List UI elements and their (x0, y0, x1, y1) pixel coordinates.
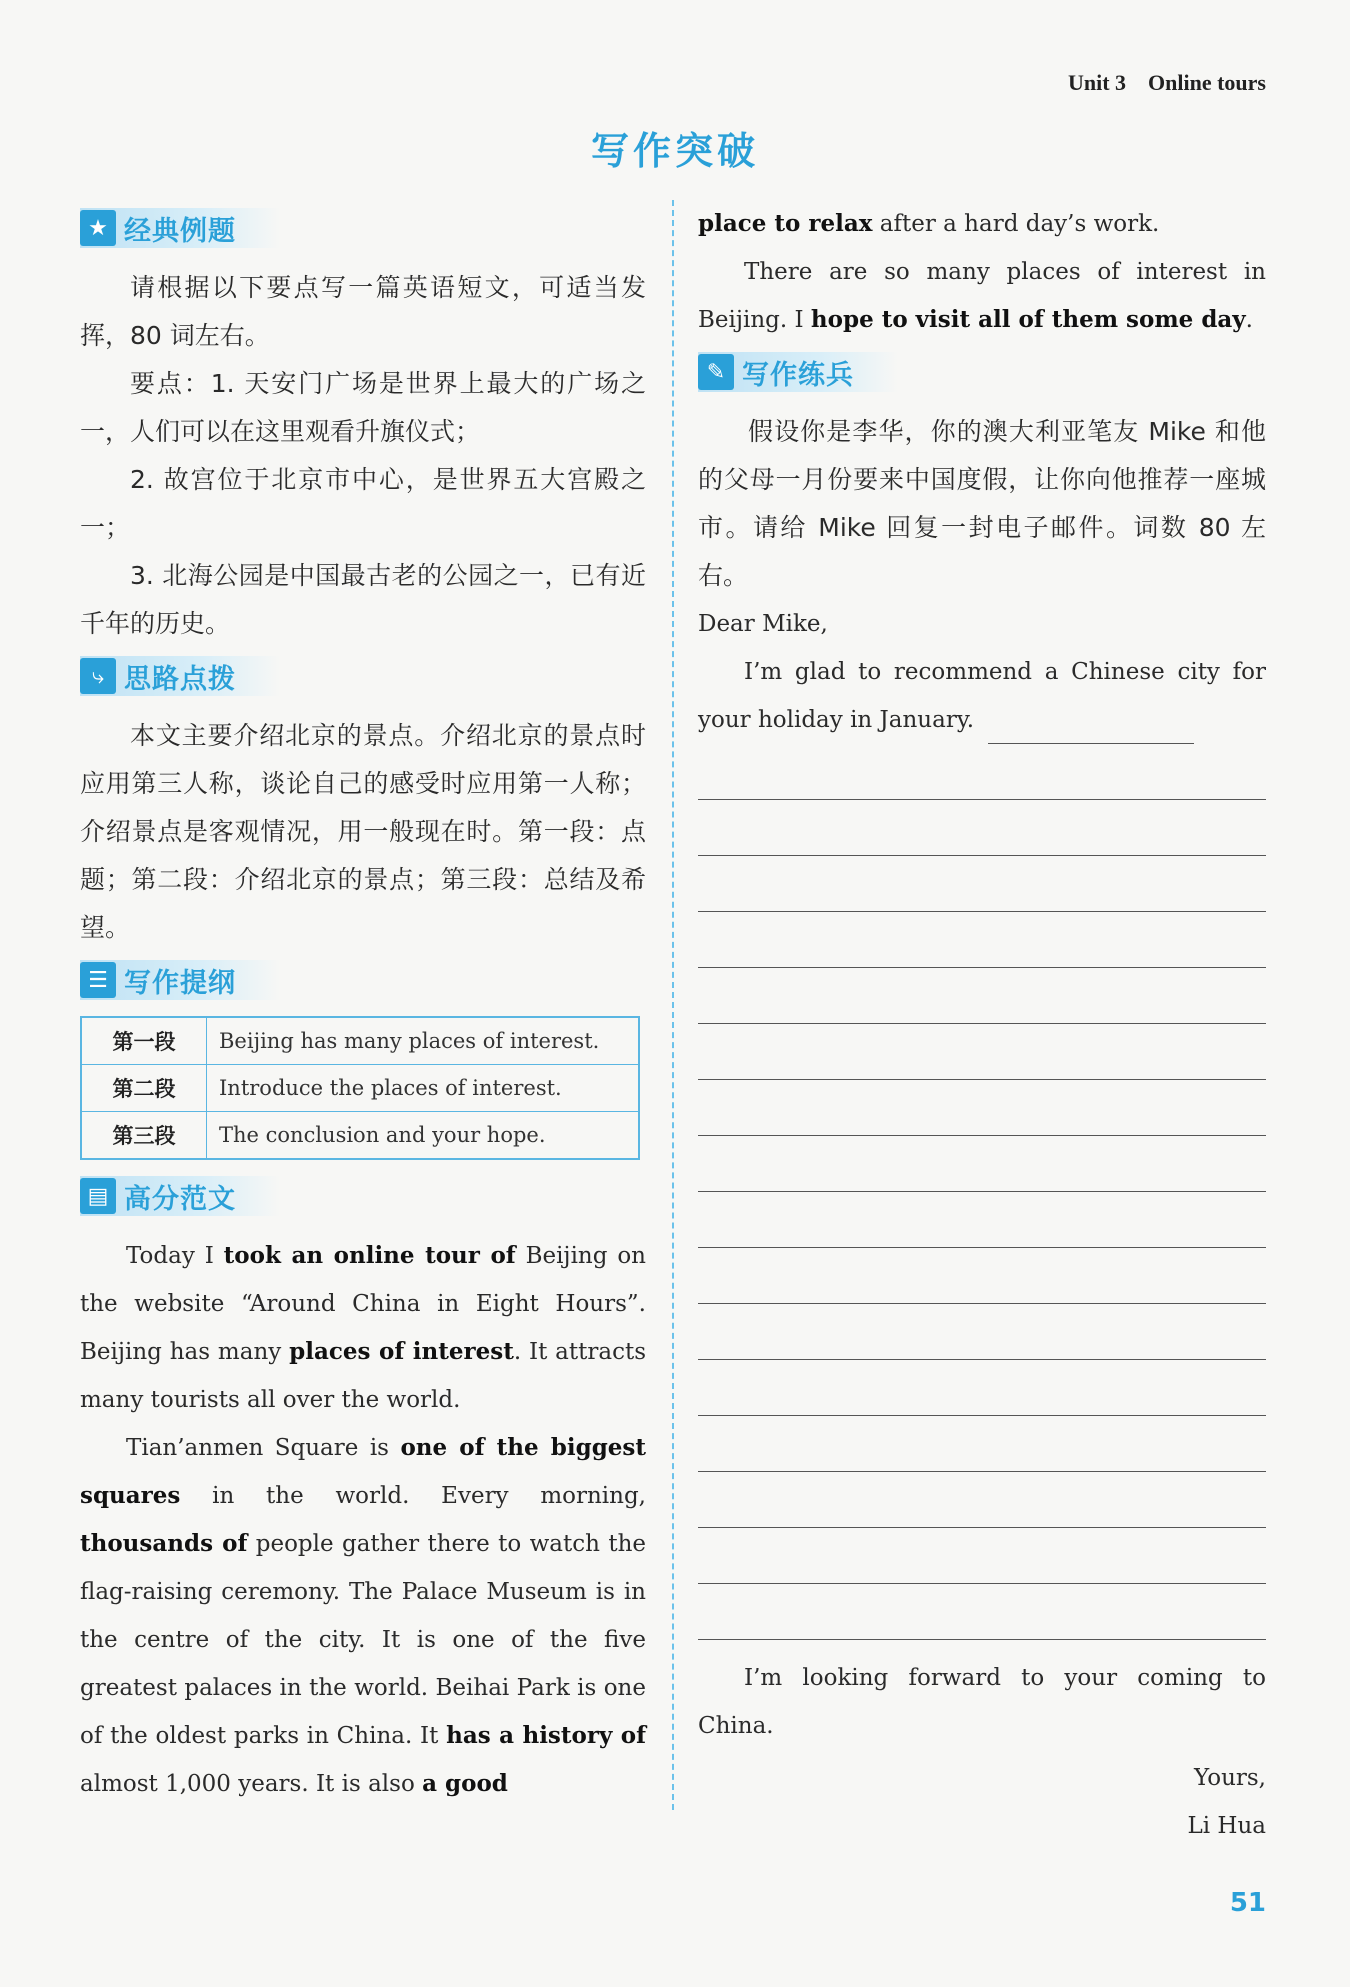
writing-line[interactable] (698, 1192, 1266, 1248)
writing-line[interactable] (698, 856, 1266, 912)
writing-line[interactable] (698, 1472, 1266, 1528)
sample-paragraph-1: Today I took an online tour of Beijing on the website “Around China in Eight Hours”. Beijing has many places of interest. It attracts many tourists all over the world. (80, 1242, 647, 1413)
writing-line[interactable] (698, 912, 1266, 968)
sample-paragraph-2-cont: place to relax after a hard day’s work. (698, 210, 1160, 237)
row-value: Beijing has many places of interest. (207, 1017, 640, 1065)
section-header-outline (80, 958, 646, 1002)
sample-paragraph-3: There are so many places of interest in Beijing. I hope to visit all of them some day. (698, 259, 1266, 333)
left-column (80, 200, 646, 1808)
writing-line[interactable] (698, 1304, 1266, 1360)
outline-table (80, 1016, 640, 1160)
letter-greeting: Dear Mike, (698, 611, 828, 637)
practice-prompt: 假设你是李华，你的澳大利亚笔友 Mike 和他的父母一月份要来中国度假，让你向他推荐一座城市。请给 Mike 回复一封电子邮件。词数 80 左右。 (698, 417, 1266, 590)
writing-line[interactable] (698, 1024, 1266, 1080)
example-instruction: 请根据以下要点写一篇英语短文，可适当发挥，80 词左右。 (80, 273, 646, 350)
route-icon: ⤷ (80, 658, 116, 694)
unit-label: Unit 3 (1067, 70, 1127, 95)
table-row (81, 1112, 639, 1160)
section-header-ideas (80, 654, 646, 698)
page-number: 51 (1229, 1888, 1266, 1918)
unit-topic: Online tours (1148, 70, 1266, 95)
section-title: 思路点拨 (124, 663, 236, 695)
letter-opening-line (698, 648, 1266, 744)
table-row (81, 1017, 639, 1065)
writing-line[interactable] (698, 1136, 1266, 1192)
writing-lines[interactable] (698, 744, 1266, 1640)
letter-closing: I’m looking forward to your coming to China. (698, 1665, 1266, 1739)
section-title: 写作提纲 (124, 967, 236, 999)
writing-blank[interactable] (988, 715, 1194, 744)
star-icon: ★ (80, 210, 116, 246)
section-header-practice (698, 350, 1266, 394)
letter-name: Li Hua (1187, 1813, 1266, 1839)
sample-paragraph-2: Tian’anmen Square is one of the biggest squares in the world. Every morning, thousands of people gather there to watch the flag-raising ceremony. The Palace Museum is in the centre of the city. It is one of the five greatest palaces in the world. Beihai Park is one of the oldest parks in China. It has a history of almost 1,000 years. It is also a good (80, 1434, 647, 1797)
example-point-2: 2. 故宫位于北京市中心，是世界五大宫殿之一； (80, 465, 646, 542)
writing-line[interactable] (698, 1584, 1266, 1640)
row-key: 第三段 (81, 1112, 207, 1160)
row-value: The conclusion and your hope. (207, 1112, 640, 1160)
right-column (698, 200, 1266, 1850)
section-header-example (80, 206, 646, 250)
writing-line[interactable] (698, 1360, 1266, 1416)
row-value: Introduce the places of interest. (207, 1065, 640, 1112)
book-icon: ▤ (80, 1178, 116, 1214)
example-point-1: 要点：1. 天安门广场是世界上最大的广场之一，人们可以在这里观看升旗仪式； (80, 369, 646, 446)
writing-line[interactable] (698, 800, 1266, 856)
letter-signoff: Yours, (1194, 1765, 1266, 1791)
page-header (1068, 70, 1266, 96)
writing-line[interactable] (698, 1416, 1266, 1472)
row-key: 第一段 (81, 1017, 207, 1065)
section-title: 写作练兵 (742, 359, 854, 391)
example-point-3: 3. 北海公园是中国最古老的公园之一，已有近千年的历史。 (80, 561, 646, 638)
table-row (81, 1065, 639, 1112)
section-title: 高分范文 (124, 1183, 236, 1215)
ideas-text: 本文主要介绍北京的景点。介绍北京的景点时应用第三人称，谈论自己的感受时应用第一人称；介绍景点是客观情况，用一般现在时。第一段：点题；第二段：介绍北京的景点；第三段：总结及希望。 (80, 721, 646, 942)
writing-line[interactable] (698, 1528, 1266, 1584)
row-key: 第二段 (81, 1065, 207, 1112)
section-title: 经典例题 (124, 215, 236, 247)
writing-line[interactable] (698, 1080, 1266, 1136)
writing-line[interactable] (698, 744, 1266, 800)
letter-opening: I’m glad to recommend a Chinese city for your holiday in January. (698, 648, 1266, 744)
pencil-icon: ✎ (698, 354, 734, 390)
list-icon: ☰ (80, 962, 116, 998)
section-header-sample (80, 1174, 646, 1218)
writing-line[interactable] (698, 968, 1266, 1024)
writing-line[interactable] (698, 1248, 1266, 1304)
column-divider (672, 200, 674, 1810)
page-title: 写作突破 (590, 129, 759, 173)
